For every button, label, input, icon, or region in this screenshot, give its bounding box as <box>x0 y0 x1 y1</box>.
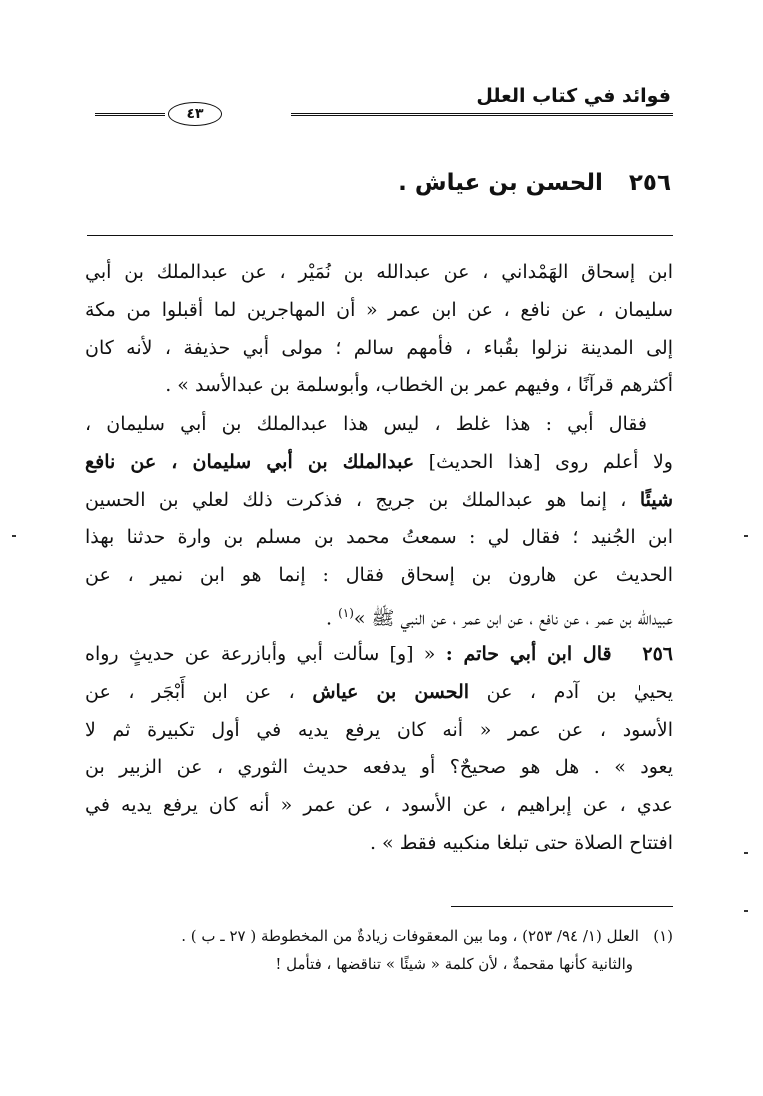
scan-speck <box>744 852 748 854</box>
text-segment: يحييٰ بن آدم ، عن <box>469 680 674 703</box>
text-line: فقال أبي : هذا غلط ، ليس هذا عبدالملك بن أبي سليمان ، <box>85 413 647 435</box>
running-header-title: فوائد في كتاب العلل <box>476 85 671 107</box>
footnote-1-continuation: والثانية كأنها مقحمةٌ ، لأن كلمة « شيئًا » تناقضها ، فتأمل ! <box>275 955 633 973</box>
scan-speck <box>744 535 748 537</box>
text-line: ابن إسحاق الهَمْداني ، عن عبدالله بن نُمَيْر ، عن عبدالملك بن أبي <box>85 261 673 283</box>
text-line: الحديث عن هارون بن إسحاق فقال : إنما هو ابن نمير ، عن <box>85 564 673 587</box>
text-line: يعود » . هل هو صحيحٌ؟ أو يدفعه حديث الثوري ، عن الزبير بن <box>85 756 673 779</box>
footnote-divider <box>451 906 673 907</box>
page-number: ٤٣ <box>168 102 222 126</box>
text-segment: ، عن ابن أَبْجَر ، عن <box>85 680 313 703</box>
text-line <box>85 674 673 712</box>
text-segment: عبيدالله بن عمر ، عن نافع ، عن ابن عمر ، عن النبي ﷺ » <box>353 607 673 630</box>
footnotes <box>83 922 673 978</box>
heading-divider <box>87 235 673 236</box>
footnote-marker: (١) <box>653 927 673 945</box>
text-line: سليمان ، عن نافع ، عن ابن عمر « أن المهاجرين لما أقبلوا من مكة <box>85 298 673 321</box>
section-title: الحسن بن عياش . <box>398 170 603 196</box>
text-segment: ولا أعلم روى [هذا الحديث] <box>414 450 673 473</box>
bold-narrator-name: الحسن بن عياش <box>312 680 470 703</box>
scan-speck <box>12 535 16 537</box>
text-line: الأسود ، عن عمر « أنه كان يرفع يديه في أول تكبيرة ثم لا <box>85 718 673 741</box>
text-line <box>85 444 673 482</box>
text-line: عدي ، عن إبراهيم ، عن الأسود ، عن عمر « أنه كان يرفع يديه في <box>85 794 673 817</box>
bold-narrator-chain: عبدالملك بن أبي سليمان ، عن نافع <box>85 450 415 473</box>
text-line <box>85 482 673 520</box>
entry-number: ٢٥٦ <box>642 643 673 665</box>
paragraph-1 <box>85 254 673 405</box>
bold-intro: قال ابن أبي حاتم : <box>445 643 612 665</box>
text-segment: . <box>325 607 339 630</box>
header-rule-left <box>95 113 165 116</box>
header-rule-right <box>291 113 673 116</box>
text-line: ابن الجُنيد ؛ فقال لي : سمعتُ محمد بن مسلم بن وارة حدثنا بهذا <box>85 526 673 549</box>
text-line: افتتاح الصلاة حتى تبلغا منكبيه فقط » . <box>369 831 673 854</box>
section-number: ٢٥٦ <box>628 170 671 196</box>
scan-speck <box>744 910 748 912</box>
footnote-1 <box>83 922 673 950</box>
paragraph-2 <box>85 406 673 633</box>
bold-word: شيئًا <box>639 488 673 511</box>
text-line: إلى المدينة نزلوا بقُباء ، فأمهم سالم ؛ مولى أبي حذيفة ، لأنه كان <box>85 336 673 359</box>
footnote-reference[interactable]: (١) <box>338 605 354 620</box>
text-segment: « [و] سألت أبي وأبازرعة عن حديثٍ رواه <box>85 643 446 665</box>
text-line <box>85 595 673 633</box>
footnote-text: العلل (١/ ٩٤/ ٢٥٣) ، وما بين المعقوفات زيادةٌ من المخطوطة ( ٢٧ ـ ب ) . <box>181 927 639 945</box>
paragraph-3 <box>85 636 673 863</box>
section-heading <box>398 166 671 200</box>
text-line: أكثرهم قرآنًا ، وفيهم عمر بن الخطاب، وأبوسلمة بن عبدالأسد » . <box>165 374 673 397</box>
text-segment: ، إنما هو عبدالملك بن جريج ، فذكرت ذلك لعلي بن الحسين <box>85 488 640 511</box>
text-line <box>85 636 673 674</box>
